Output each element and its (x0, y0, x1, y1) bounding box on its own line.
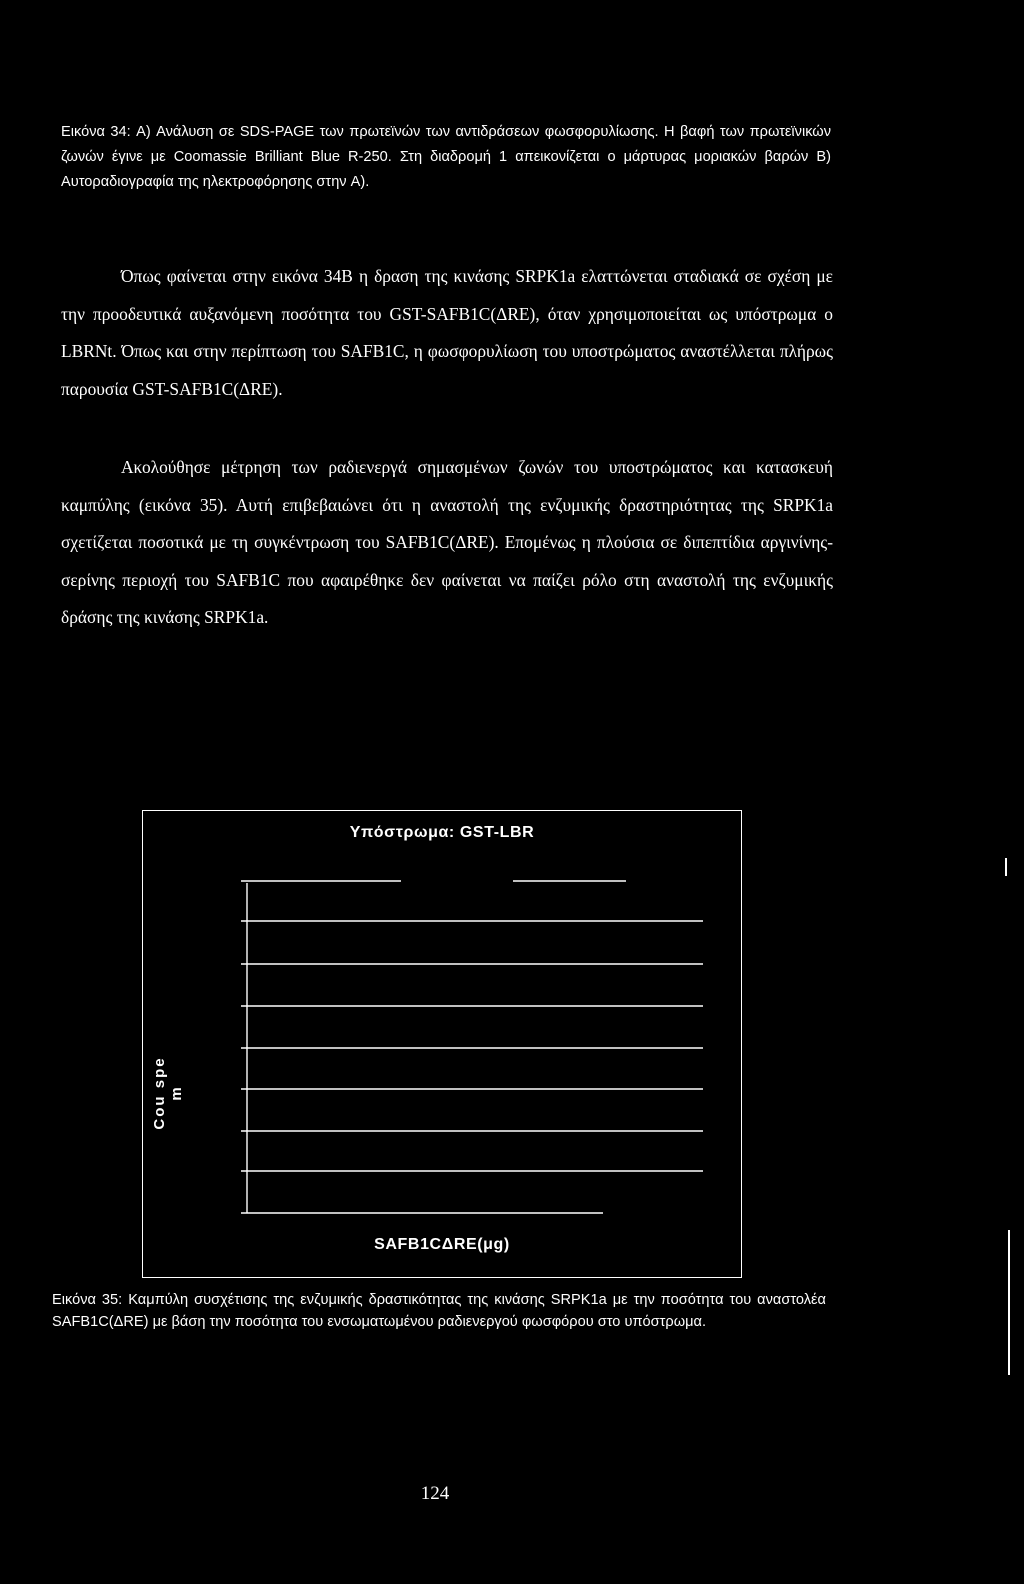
body-paragraph-2: Ακολούθησε μέτρηση των ραδιενεργά σημασμένων ζωνών του υποστρώματος και κατασκευή καμπύλης (εικόνα 35). Αυτή επιβεβαιώνει ότι η αναστολή της ενζυμικής δραστηριότητας της SRPK1a σχετίζεται ποσοτικά με τη συγκέντρωση του SAFB1C(ΔRE). Επομένως η πλούσια σε διπεπτίδια αργινίνης-σερίνης περιοχή του SAFB1C που αφαιρέθηκε δεν φαίνεται να παίζει ρόλο στη αναστολή της ενζυμικής δράσης της κινάσης SRPK1a. (61, 457, 833, 627)
plot-frame (143, 811, 743, 1279)
y-axis-label: Cou spe m (151, 1056, 185, 1130)
body-paragraph-1: Όπως φαίνεται στην εικόνα 34B η δραση της κινάσης SRPK1a ελαττώνεται σταδιακά σε σχέση με την προοδευτικά αυξανόμενη ποσότητα του GST-SAFB1C(ΔRE), όταν χρησιμοποιείται ως υπόστρωμα ο LBRNt. Όπως και στην περίπτωση του SAFB1C, η φωσφορυλίωση του υποστρώματος αναστέλλεται πλήρως παρουσία GST-SAFB1C(ΔRE). (61, 266, 833, 399)
x-axis-label: SAFB1CΔRE(μg) (374, 1236, 510, 1253)
figure-35-label: Εικόνα 35: (52, 1292, 123, 1308)
scan-edge-line (1005, 858, 1007, 876)
figure-34-caption (61, 120, 831, 195)
figure-34-label: Εικόνα 34: (61, 124, 131, 140)
figure-34-text: A) Ανάλυση σε SDS-PAGE των πρωτεϊνών των αντιδράσεων φωσφορυλίωσης. Η βαφή των πρωτεϊνικών ζωνών έγινε με Coomassie Brilliant Blue R-250. Στη διαδρομή 1 απεικονίζεται ο μάρτυρας μοριακών βαρών B) Αυτοραδιογραφία της ηλεκτροφόρησης στην A). (61, 124, 832, 190)
figure-35-caption (52, 1289, 826, 1333)
figure-35-text: Καμπύλη συσχέτισης της ενζυμικής δραστικότητας της κινάσης SRPK1a με την ποσότητα του αναστολέα SAFB1C(ΔRE) με βάση την ποσότητα του ενσωματωμένου ραδιενεργού φωσφόρου στο υπόστρωμα. (52, 1292, 826, 1330)
page-number: 124 (420, 1483, 450, 1504)
scan-edge-line (1008, 1230, 1010, 1375)
figure-35 (142, 810, 742, 1278)
figure-title: Υπόστρωμα: GST-LBR (349, 824, 535, 841)
